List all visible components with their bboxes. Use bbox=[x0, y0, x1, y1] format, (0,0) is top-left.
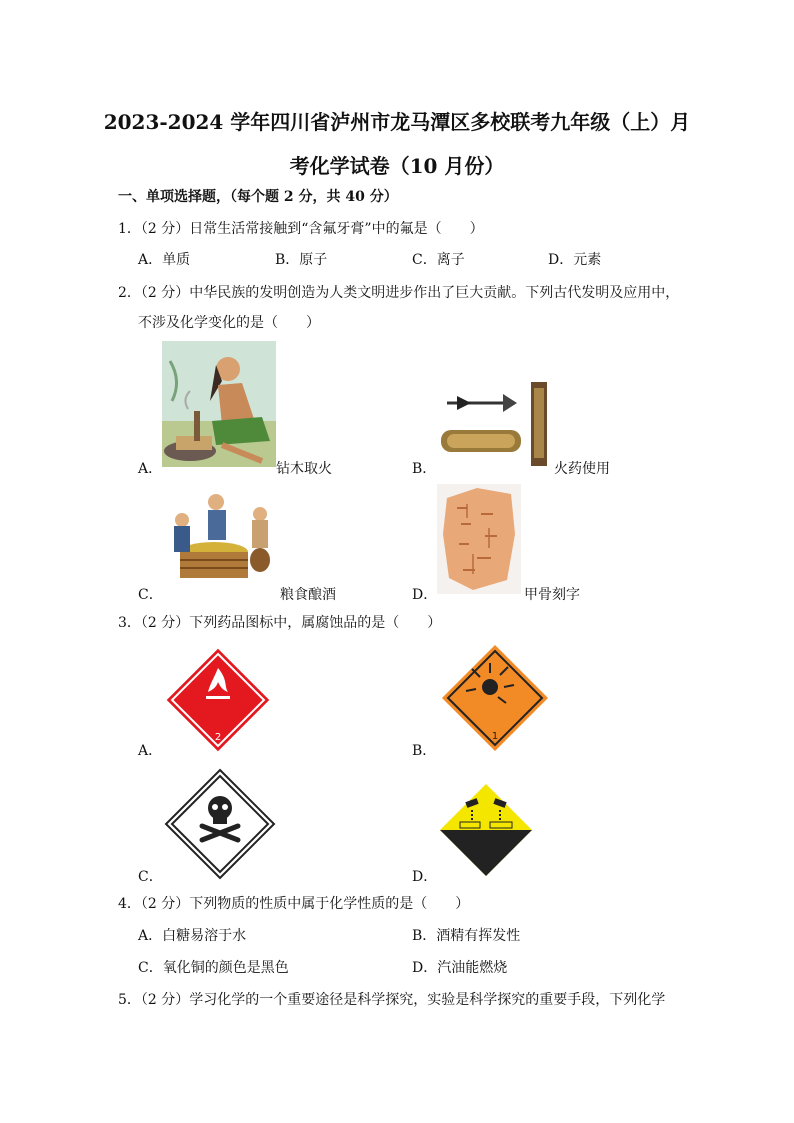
q2-option-b-caption: 火药使用 bbox=[554, 461, 610, 477]
q4-option-c: C．氧化铜的颜色是黑色 bbox=[138, 960, 289, 976]
q4-option-a: A．白糖易溶于水 bbox=[138, 928, 247, 944]
exam-title-line1: 2023-2024 学年四川省泸州市龙马潭区多校联考九年级（上）月 bbox=[103, 110, 691, 134]
q2-option-d-letter: D． bbox=[412, 587, 438, 603]
flammable-sign-number: 2 bbox=[214, 732, 222, 743]
exam-title-line2: 考化学试卷（10 月份） bbox=[289, 154, 505, 178]
q3-option-c: C． bbox=[138, 869, 163, 885]
q1-option-a: A．单质 bbox=[138, 252, 191, 268]
question-4-stem: 4．（2 分）下列物质的性质中属于化学性质的是（ ） bbox=[118, 896, 470, 912]
question-5-stem: 5．（2 分）学习化学的一个重要途径是科学探究，实验是科学探究的重要手段，下列化学 bbox=[118, 992, 666, 1008]
explosive-sign bbox=[440, 643, 550, 753]
q1-option-c: C．离子 bbox=[412, 252, 465, 268]
q1-option-b: B．原子 bbox=[275, 252, 328, 268]
question-3-stem: 3．（2 分）下列药品图标中，属腐蚀品的是（ ） bbox=[118, 615, 442, 631]
question-2-stem-line2: 不涉及化学变化的是（ ） bbox=[138, 315, 320, 331]
q3-option-a: A． bbox=[138, 743, 163, 759]
q2-option-c-caption: 粮食酿酒 bbox=[280, 587, 336, 603]
q1-option-d: D．元素 bbox=[548, 252, 602, 268]
q3-option-d: D． bbox=[412, 869, 438, 885]
q2-option-b-letter: B． bbox=[412, 461, 437, 477]
q3-option-b: B． bbox=[412, 743, 437, 759]
oracle-bone-image bbox=[437, 484, 521, 594]
explosive-sign-number: 1 bbox=[491, 731, 499, 742]
question-1-stem: 1．（2 分）日常生活常接触到“含氟牙膏”中的氟是（ ） bbox=[118, 221, 484, 237]
question-2-stem-line1: 2．（2 分）中华民族的发明创造为人类文明进步作出了巨大贡献。下列古代发明及应用中， bbox=[118, 285, 680, 301]
q2-option-d-caption: 甲骨刻字 bbox=[524, 587, 580, 603]
q4-option-b: B．酒精有挥发性 bbox=[412, 928, 521, 944]
q4-option-d: D．汽油能燃烧 bbox=[412, 960, 508, 976]
flammable-gas-sign bbox=[164, 646, 272, 754]
q2-option-a-letter: A． bbox=[138, 461, 163, 477]
q2-option-a-caption: 钻木取火 bbox=[276, 461, 332, 477]
section-heading: 一、单项选择题，（每个题 2 分，共 40 分） bbox=[118, 189, 398, 205]
toxic-skull-sign bbox=[164, 768, 276, 880]
corrosive-sign bbox=[438, 782, 534, 878]
q2-option-c-letter: C． bbox=[138, 587, 163, 603]
gunpowder-weapons-image bbox=[437, 378, 553, 468]
drilling-wood-fire-image bbox=[162, 341, 276, 467]
grain-brewing-image bbox=[162, 490, 276, 584]
